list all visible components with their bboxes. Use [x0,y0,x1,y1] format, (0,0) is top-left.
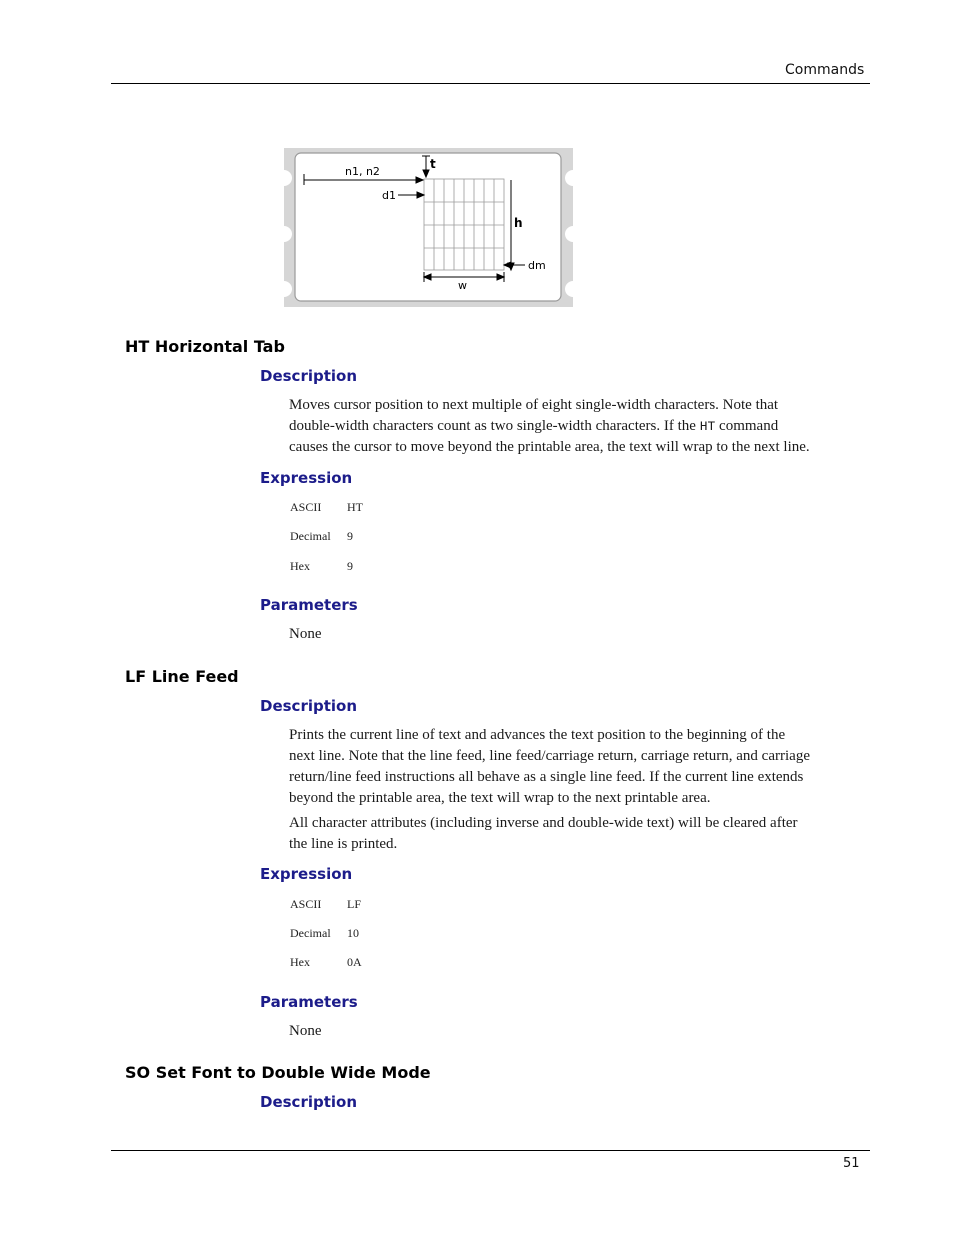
ht-parameters: None [289,626,322,642]
page-number: 51 [843,1156,860,1171]
label-w: w [458,279,467,292]
lf-description: Prints the current line of text and advances the text position to the beginning of the next line. Note that the line feed, line feed/carriage return, carriage return, and carriage return/line feed instructions all behave as a single line feed. If the current line extends beyond the printable area, the text will wrap to the next printable area. [289,727,810,806]
lf-parameters: None [289,1023,322,1039]
lf-title: LF Line Feed [125,667,239,686]
label-d1: d1 [382,189,396,202]
so-title: SO Set Font to Double Wide Mode [125,1063,431,1082]
label-h: h [514,216,523,230]
label-n1-n2: n1, n2 [345,165,380,178]
ht-expression-row: Hex 9 [290,559,353,573]
lf-description-heading: Description [260,697,358,715]
running-header: Commands [785,62,865,78]
ht-parameters-heading: Parameters [260,596,358,614]
lf-expression-row: Hex 0A [290,955,362,969]
lf-expression-heading: Expression [260,865,353,883]
ht-expression-row: ASCII HT [290,500,363,514]
lf-description-2: All character attributes (including inverse and double-wide text) will be cleared after the line is printed. [289,815,798,852]
label-layout-figure [284,148,573,307]
ht-description: Moves cursor position to next multiple of eight single-width characters. Note that double-width characters count as two single-width characters. If the HT command causes the cursor to move beyond the printable area, the text will wrap to the next line. [289,397,810,455]
ht-title: HT Horizontal Tab [125,337,285,356]
ht-expression-row: Decimal 9 [290,529,353,543]
label-dm: dm [528,259,546,272]
ht-expression-heading: Expression [260,469,353,487]
lf-parameters-heading: Parameters [260,993,358,1011]
label-t: t [430,157,436,171]
footer-rule [111,1150,870,1151]
so-description-heading: Description [260,1093,358,1111]
ht-description-heading: Description [260,367,358,385]
lf-expression-row: ASCII LF [290,897,362,911]
lf-expression-row: Decimal 10 [290,926,359,940]
header-rule [111,83,870,84]
ht-code: HT [699,419,716,434]
